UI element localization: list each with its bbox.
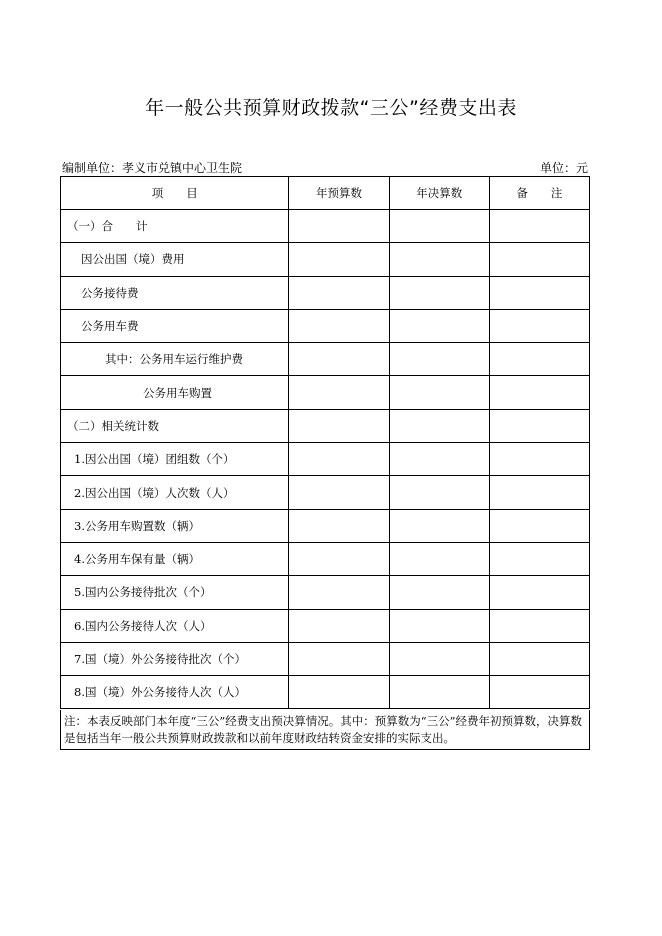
remarks-cell [489, 509, 589, 542]
row-label: （一）合 计 [61, 210, 289, 243]
budget-cell [289, 609, 389, 642]
actual-cell [389, 443, 489, 476]
table-row [61, 376, 590, 409]
row-label: 其中：公务用车运行维护费 [61, 343, 289, 376]
budget-cell [289, 542, 389, 575]
header-remarks: 备 注 [489, 177, 589, 210]
table-row [61, 309, 590, 342]
row-label: 6.国内公务接待人次（人） [61, 609, 289, 642]
budget-cell [289, 210, 389, 243]
budget-cell [289, 676, 389, 709]
remarks-cell [489, 210, 589, 243]
actual-cell [389, 509, 489, 542]
remarks-cell [489, 576, 589, 609]
remarks-cell [489, 542, 589, 575]
row-label: 公务用车费 [61, 309, 289, 342]
remarks-cell [489, 276, 589, 309]
row-label: 7.国（境）外公务接待批次（个） [61, 642, 289, 675]
actual-cell [389, 309, 489, 342]
remarks-cell [489, 476, 589, 509]
row-label: 4.公务用车保有量（辆） [61, 542, 289, 575]
budget-cell [289, 476, 389, 509]
row-label: 公务用车购置 [61, 376, 289, 409]
row-label: （二）相关统计数 [61, 409, 289, 442]
actual-cell [389, 276, 489, 309]
remarks-cell [489, 443, 589, 476]
actual-cell [389, 576, 489, 609]
unit-label: 单位：元 [539, 161, 588, 175]
budget-cell [289, 309, 389, 342]
organization-label: 编制单位：孝义市兑镇中心卫生院 [62, 161, 243, 175]
table-row [61, 276, 590, 309]
table-row [61, 576, 590, 609]
actual-cell [389, 676, 489, 709]
row-label: 公务接待费 [61, 276, 289, 309]
table-header-row [61, 177, 590, 210]
row-label: 3.公务用车购置数（辆） [61, 509, 289, 542]
actual-cell [389, 243, 489, 276]
row-label: 因公出国（境）费用 [61, 243, 289, 276]
table-note: 注：本表反映部门本年度“三公”经费支出预决算情况。其中：预算数为“三公”经费年初预算数，决算数是包括当年一般公共预算财政拨款和以前年度财政结转资金安排的实际支出。 [60, 710, 590, 750]
remarks-cell [489, 409, 589, 442]
remarks-cell [489, 309, 589, 342]
actual-cell [389, 542, 489, 575]
remarks-cell [489, 243, 589, 276]
page-title: 年一般公共预算财政拨款“三公”经费支出表 [145, 97, 517, 119]
row-label: 5.国内公务接待批次（个） [61, 576, 289, 609]
budget-cell [289, 243, 389, 276]
remarks-cell [489, 343, 589, 376]
budget-cell [289, 276, 389, 309]
actual-cell [389, 476, 489, 509]
table-body [61, 210, 590, 709]
budget-cell [289, 443, 389, 476]
remarks-cell [489, 642, 589, 675]
actual-cell [389, 642, 489, 675]
table-row [61, 343, 590, 376]
budget-cell [289, 343, 389, 376]
budget-cell [289, 642, 389, 675]
table-row [61, 443, 590, 476]
actual-cell [389, 343, 489, 376]
budget-cell [289, 409, 389, 442]
row-label: 1.因公出国（境）团组数（个） [61, 443, 289, 476]
expense-table [60, 176, 590, 709]
remarks-cell [489, 376, 589, 409]
table-row [61, 676, 590, 709]
table-row [61, 243, 590, 276]
table-row [61, 609, 590, 642]
budget-cell [289, 576, 389, 609]
header-budget: 年预算数 [289, 177, 389, 210]
table-row [61, 210, 590, 243]
row-label: 2.因公出国（境）人次数（人） [61, 476, 289, 509]
header-actual: 年决算数 [389, 177, 489, 210]
table-row [61, 476, 590, 509]
table-row [61, 542, 590, 575]
budget-cell [289, 376, 389, 409]
table-row [61, 642, 590, 675]
actual-cell [389, 609, 489, 642]
actual-cell [389, 409, 489, 442]
actual-cell [389, 210, 489, 243]
header-item: 项 目 [61, 177, 289, 210]
row-label: 8.国（境）外公务接待人次（人） [61, 676, 289, 709]
table-row [61, 509, 590, 542]
remarks-cell [489, 609, 589, 642]
budget-cell [289, 509, 389, 542]
actual-cell [389, 376, 489, 409]
remarks-cell [489, 676, 589, 709]
table-row [61, 409, 590, 442]
